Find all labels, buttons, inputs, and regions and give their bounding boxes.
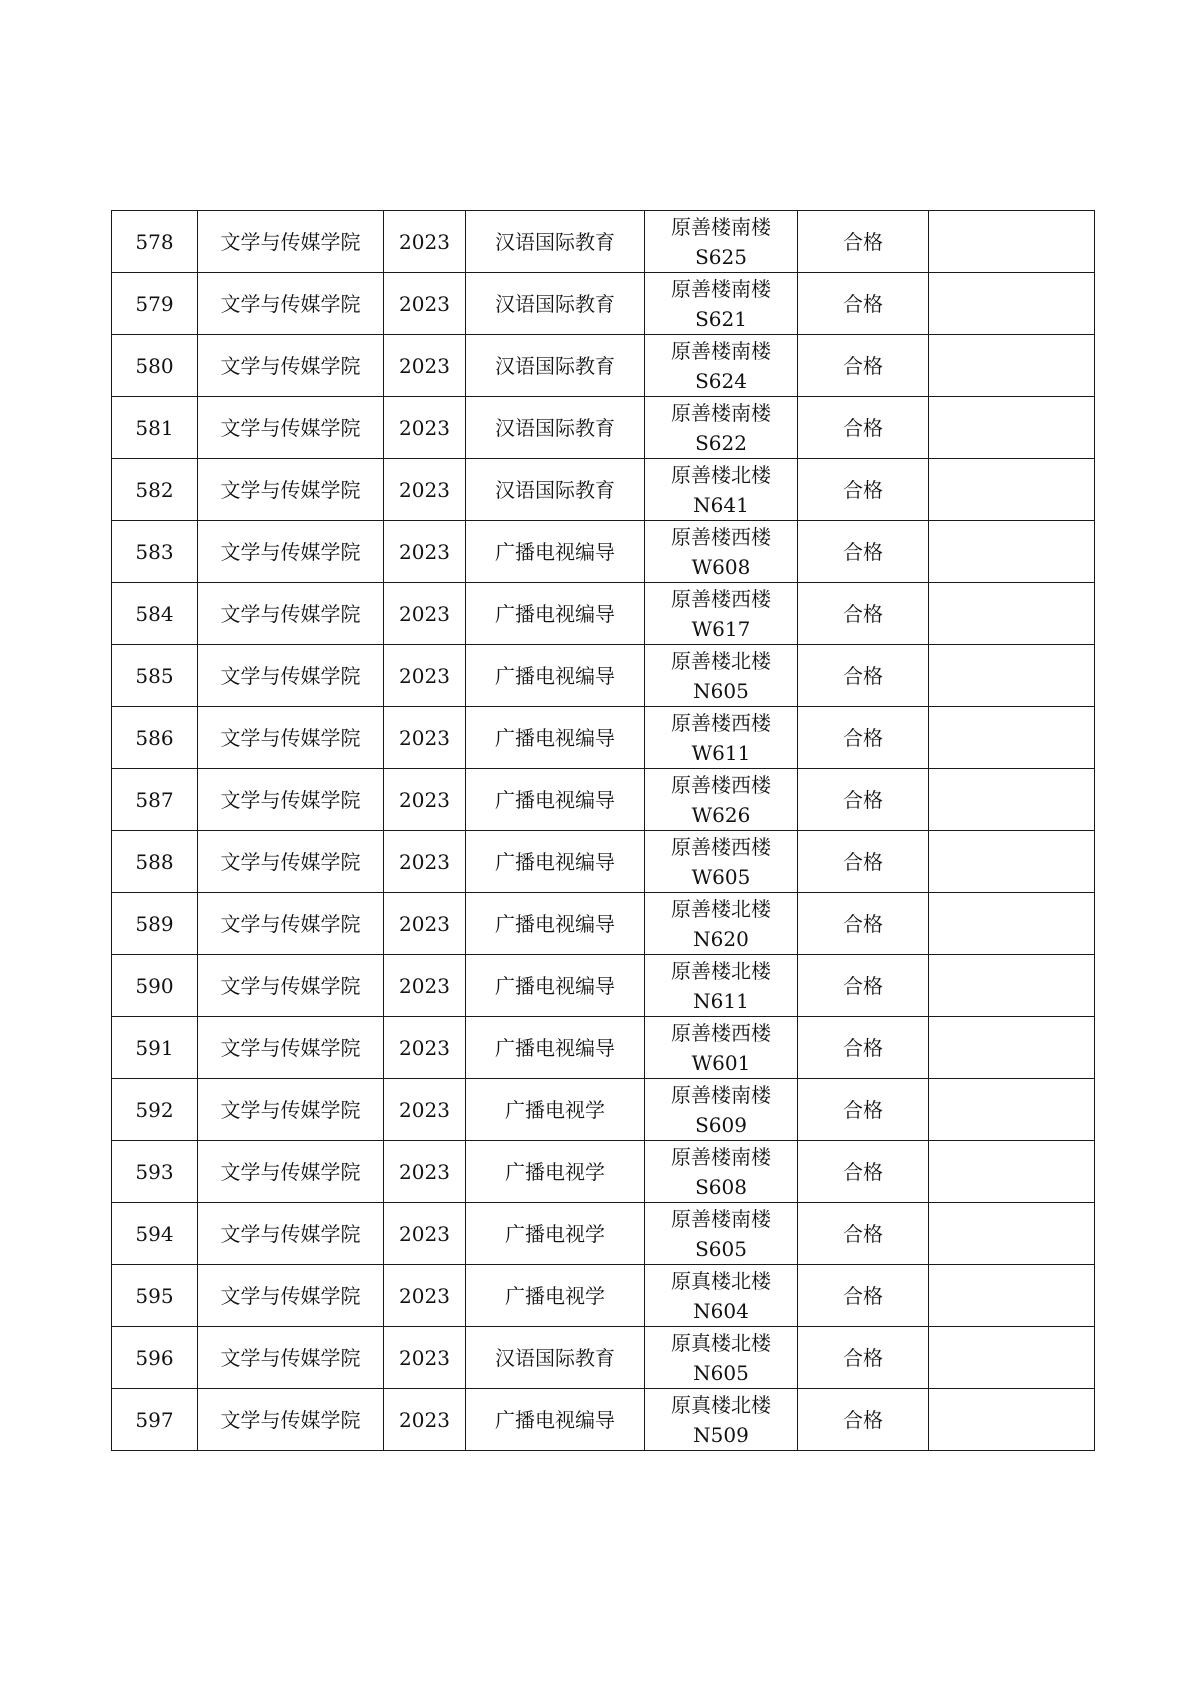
table-row (112, 583, 1095, 645)
table-row (112, 459, 1095, 521)
college-cell: 文学与传媒学院 (198, 1017, 384, 1079)
note-cell (929, 1141, 1095, 1203)
table-row (112, 1203, 1095, 1265)
table-row (112, 1017, 1095, 1079)
major-cell: 广播电视编导 (466, 769, 645, 831)
room-number: W626 (691, 802, 751, 827)
result-cell: 合格 (798, 769, 929, 831)
year-cell: 2023 (384, 1389, 466, 1451)
major-cell: 汉语国际教育 (466, 211, 645, 273)
college-cell: 文学与传媒学院 (198, 273, 384, 335)
room-number: W611 (691, 740, 751, 765)
year-cell: 2023 (384, 955, 466, 1017)
year-cell: 2023 (384, 1203, 466, 1265)
row-number-cell: 586 (112, 707, 198, 769)
row-number-cell: 597 (112, 1389, 198, 1451)
room-number: N611 (693, 988, 749, 1013)
room-number: N620 (693, 926, 749, 951)
table-row (112, 645, 1095, 707)
college-cell: 文学与传媒学院 (198, 459, 384, 521)
year-cell: 2023 (384, 831, 466, 893)
note-cell (929, 397, 1095, 459)
year-cell: 2023 (384, 707, 466, 769)
year-cell: 2023 (384, 1017, 466, 1079)
college-cell: 文学与传媒学院 (198, 1327, 384, 1389)
row-number-cell: 584 (112, 583, 198, 645)
note-cell (929, 335, 1095, 397)
row-number-cell: 589 (112, 893, 198, 955)
note-cell (929, 1389, 1095, 1451)
room-cell (645, 831, 798, 893)
major-cell: 广播电视编导 (466, 955, 645, 1017)
result-cell: 合格 (798, 211, 929, 273)
college-cell: 文学与传媒学院 (198, 1141, 384, 1203)
result-cell: 合格 (798, 1265, 929, 1327)
major-cell: 汉语国际教育 (466, 397, 645, 459)
major-cell: 广播电视编导 (466, 893, 645, 955)
major-cell: 广播电视编导 (466, 1389, 645, 1451)
result-cell: 合格 (798, 1141, 929, 1203)
building-name: 原真楼北楼 (671, 1330, 771, 1355)
room-cell (645, 1327, 798, 1389)
building-name: 原善楼南楼 (671, 1144, 771, 1169)
building-name: 原善楼西楼 (671, 772, 771, 797)
row-number-cell: 591 (112, 1017, 198, 1079)
result-cell: 合格 (798, 459, 929, 521)
table-row (112, 273, 1095, 335)
major-cell: 广播电视编导 (466, 1017, 645, 1079)
room-number: N604 (693, 1298, 749, 1323)
note-cell (929, 955, 1095, 1017)
college-cell: 文学与传媒学院 (198, 769, 384, 831)
row-number-cell: 595 (112, 1265, 198, 1327)
table-row (112, 707, 1095, 769)
note-cell (929, 583, 1095, 645)
room-number: N641 (693, 492, 749, 517)
room-number: S624 (695, 368, 747, 393)
result-cell: 合格 (798, 1079, 929, 1141)
row-number-cell: 582 (112, 459, 198, 521)
year-cell: 2023 (384, 521, 466, 583)
result-cell: 合格 (798, 893, 929, 955)
room-number: S605 (695, 1236, 747, 1261)
room-cell (645, 211, 798, 273)
table-row (112, 1265, 1095, 1327)
room-number: W617 (691, 616, 751, 641)
table-row (112, 521, 1095, 583)
building-name: 原善楼南楼 (671, 1206, 771, 1231)
result-cell: 合格 (798, 1203, 929, 1265)
room-number: S625 (695, 244, 747, 269)
major-cell: 广播电视编导 (466, 707, 645, 769)
result-cell: 合格 (798, 335, 929, 397)
year-cell: 2023 (384, 335, 466, 397)
room-cell (645, 335, 798, 397)
room-cell (645, 1389, 798, 1451)
room-number: W605 (691, 864, 751, 889)
building-name: 原善楼南楼 (671, 400, 771, 425)
building-name: 原善楼北楼 (671, 648, 771, 673)
row-number-cell: 596 (112, 1327, 198, 1389)
table-row (112, 1079, 1095, 1141)
row-number-cell: 585 (112, 645, 198, 707)
college-cell: 文学与传媒学院 (198, 1203, 384, 1265)
room-number: S608 (695, 1174, 747, 1199)
room-cell (645, 521, 798, 583)
table-row (112, 769, 1095, 831)
building-name: 原善楼南楼 (671, 1082, 771, 1107)
year-cell: 2023 (384, 893, 466, 955)
building-name: 原善楼北楼 (671, 958, 771, 983)
college-cell: 文学与传媒学院 (198, 583, 384, 645)
college-cell: 文学与传媒学院 (198, 893, 384, 955)
result-cell: 合格 (798, 645, 929, 707)
result-cell: 合格 (798, 1389, 929, 1451)
college-cell: 文学与传媒学院 (198, 645, 384, 707)
year-cell: 2023 (384, 211, 466, 273)
room-cell (645, 1079, 798, 1141)
row-number-cell: 588 (112, 831, 198, 893)
building-name: 原真楼北楼 (671, 1392, 771, 1417)
row-number-cell: 587 (112, 769, 198, 831)
building-name: 原善楼西楼 (671, 586, 771, 611)
room-cell (645, 893, 798, 955)
year-cell: 2023 (384, 459, 466, 521)
result-cell: 合格 (798, 273, 929, 335)
major-cell: 广播电视编导 (466, 831, 645, 893)
building-name: 原真楼北楼 (671, 1268, 771, 1293)
row-number-cell: 583 (112, 521, 198, 583)
table-row (112, 335, 1095, 397)
room-cell (645, 1265, 798, 1327)
room-number: N509 (693, 1422, 749, 1447)
college-cell: 文学与传媒学院 (198, 1079, 384, 1141)
result-cell: 合格 (798, 1327, 929, 1389)
building-name: 原善楼南楼 (671, 338, 771, 363)
room-cell (645, 397, 798, 459)
major-cell: 汉语国际教育 (466, 335, 645, 397)
room-number: S609 (695, 1112, 747, 1137)
major-cell: 汉语国际教育 (466, 459, 645, 521)
room-cell (645, 1203, 798, 1265)
building-name: 原善楼南楼 (671, 276, 771, 301)
room-cell (645, 955, 798, 1017)
table-row (112, 397, 1095, 459)
row-number-cell: 580 (112, 335, 198, 397)
room-cell (645, 1017, 798, 1079)
college-cell: 文学与传媒学院 (198, 831, 384, 893)
year-cell: 2023 (384, 397, 466, 459)
major-cell: 广播电视编导 (466, 583, 645, 645)
note-cell (929, 211, 1095, 273)
room-cell (645, 1141, 798, 1203)
building-name: 原善楼北楼 (671, 896, 771, 921)
major-cell: 广播电视学 (466, 1079, 645, 1141)
note-cell (929, 1265, 1095, 1327)
year-cell: 2023 (384, 1327, 466, 1389)
note-cell (929, 893, 1095, 955)
college-cell: 文学与传媒学院 (198, 707, 384, 769)
table-row (112, 211, 1095, 273)
major-cell: 汉语国际教育 (466, 1327, 645, 1389)
table-row (112, 1389, 1095, 1451)
row-number-cell: 579 (112, 273, 198, 335)
room-number: N605 (693, 1360, 749, 1385)
room-number: N605 (693, 678, 749, 703)
year-cell: 2023 (384, 1141, 466, 1203)
year-cell: 2023 (384, 1265, 466, 1327)
building-name: 原善楼西楼 (671, 1020, 771, 1045)
room-cell (645, 459, 798, 521)
major-cell: 广播电视学 (466, 1203, 645, 1265)
note-cell (929, 521, 1095, 583)
result-cell: 合格 (798, 707, 929, 769)
records-table (111, 210, 1095, 1451)
major-cell: 广播电视学 (466, 1265, 645, 1327)
college-cell: 文学与传媒学院 (198, 335, 384, 397)
table-row (112, 893, 1095, 955)
major-cell: 汉语国际教育 (466, 273, 645, 335)
room-number: S622 (695, 430, 747, 455)
room-cell (645, 645, 798, 707)
result-cell: 合格 (798, 955, 929, 1017)
row-number-cell: 578 (112, 211, 198, 273)
room-cell (645, 273, 798, 335)
result-cell: 合格 (798, 397, 929, 459)
result-cell: 合格 (798, 831, 929, 893)
records-table-body (112, 211, 1095, 1451)
year-cell: 2023 (384, 1079, 466, 1141)
note-cell (929, 831, 1095, 893)
note-cell (929, 707, 1095, 769)
college-cell: 文学与传媒学院 (198, 211, 384, 273)
row-number-cell: 592 (112, 1079, 198, 1141)
room-number: W601 (691, 1050, 751, 1075)
result-cell: 合格 (798, 521, 929, 583)
year-cell: 2023 (384, 645, 466, 707)
building-name: 原善楼西楼 (671, 524, 771, 549)
college-cell: 文学与传媒学院 (198, 955, 384, 1017)
college-cell: 文学与传媒学院 (198, 397, 384, 459)
room-cell (645, 769, 798, 831)
major-cell: 广播电视编导 (466, 645, 645, 707)
building-name: 原善楼北楼 (671, 462, 771, 487)
row-number-cell: 594 (112, 1203, 198, 1265)
table-row (112, 955, 1095, 1017)
table-row (112, 831, 1095, 893)
year-cell: 2023 (384, 583, 466, 645)
note-cell (929, 1079, 1095, 1141)
table-row (112, 1141, 1095, 1203)
note-cell (929, 273, 1095, 335)
year-cell: 2023 (384, 769, 466, 831)
college-cell: 文学与传媒学院 (198, 521, 384, 583)
table-row (112, 1327, 1095, 1389)
row-number-cell: 593 (112, 1141, 198, 1203)
major-cell: 广播电视编导 (466, 521, 645, 583)
note-cell (929, 459, 1095, 521)
room-cell (645, 707, 798, 769)
building-name: 原善楼南楼 (671, 214, 771, 239)
note-cell (929, 645, 1095, 707)
row-number-cell: 581 (112, 397, 198, 459)
college-cell: 文学与传媒学院 (198, 1265, 384, 1327)
note-cell (929, 1327, 1095, 1389)
building-name: 原善楼西楼 (671, 834, 771, 859)
note-cell (929, 1203, 1095, 1265)
note-cell (929, 1017, 1095, 1079)
note-cell (929, 769, 1095, 831)
major-cell: 广播电视学 (466, 1141, 645, 1203)
year-cell: 2023 (384, 273, 466, 335)
room-number: S621 (695, 306, 747, 331)
college-cell: 文学与传媒学院 (198, 1389, 384, 1451)
result-cell: 合格 (798, 583, 929, 645)
room-number: W608 (691, 554, 751, 579)
room-cell (645, 583, 798, 645)
row-number-cell: 590 (112, 955, 198, 1017)
building-name: 原善楼西楼 (671, 710, 771, 735)
result-cell: 合格 (798, 1017, 929, 1079)
